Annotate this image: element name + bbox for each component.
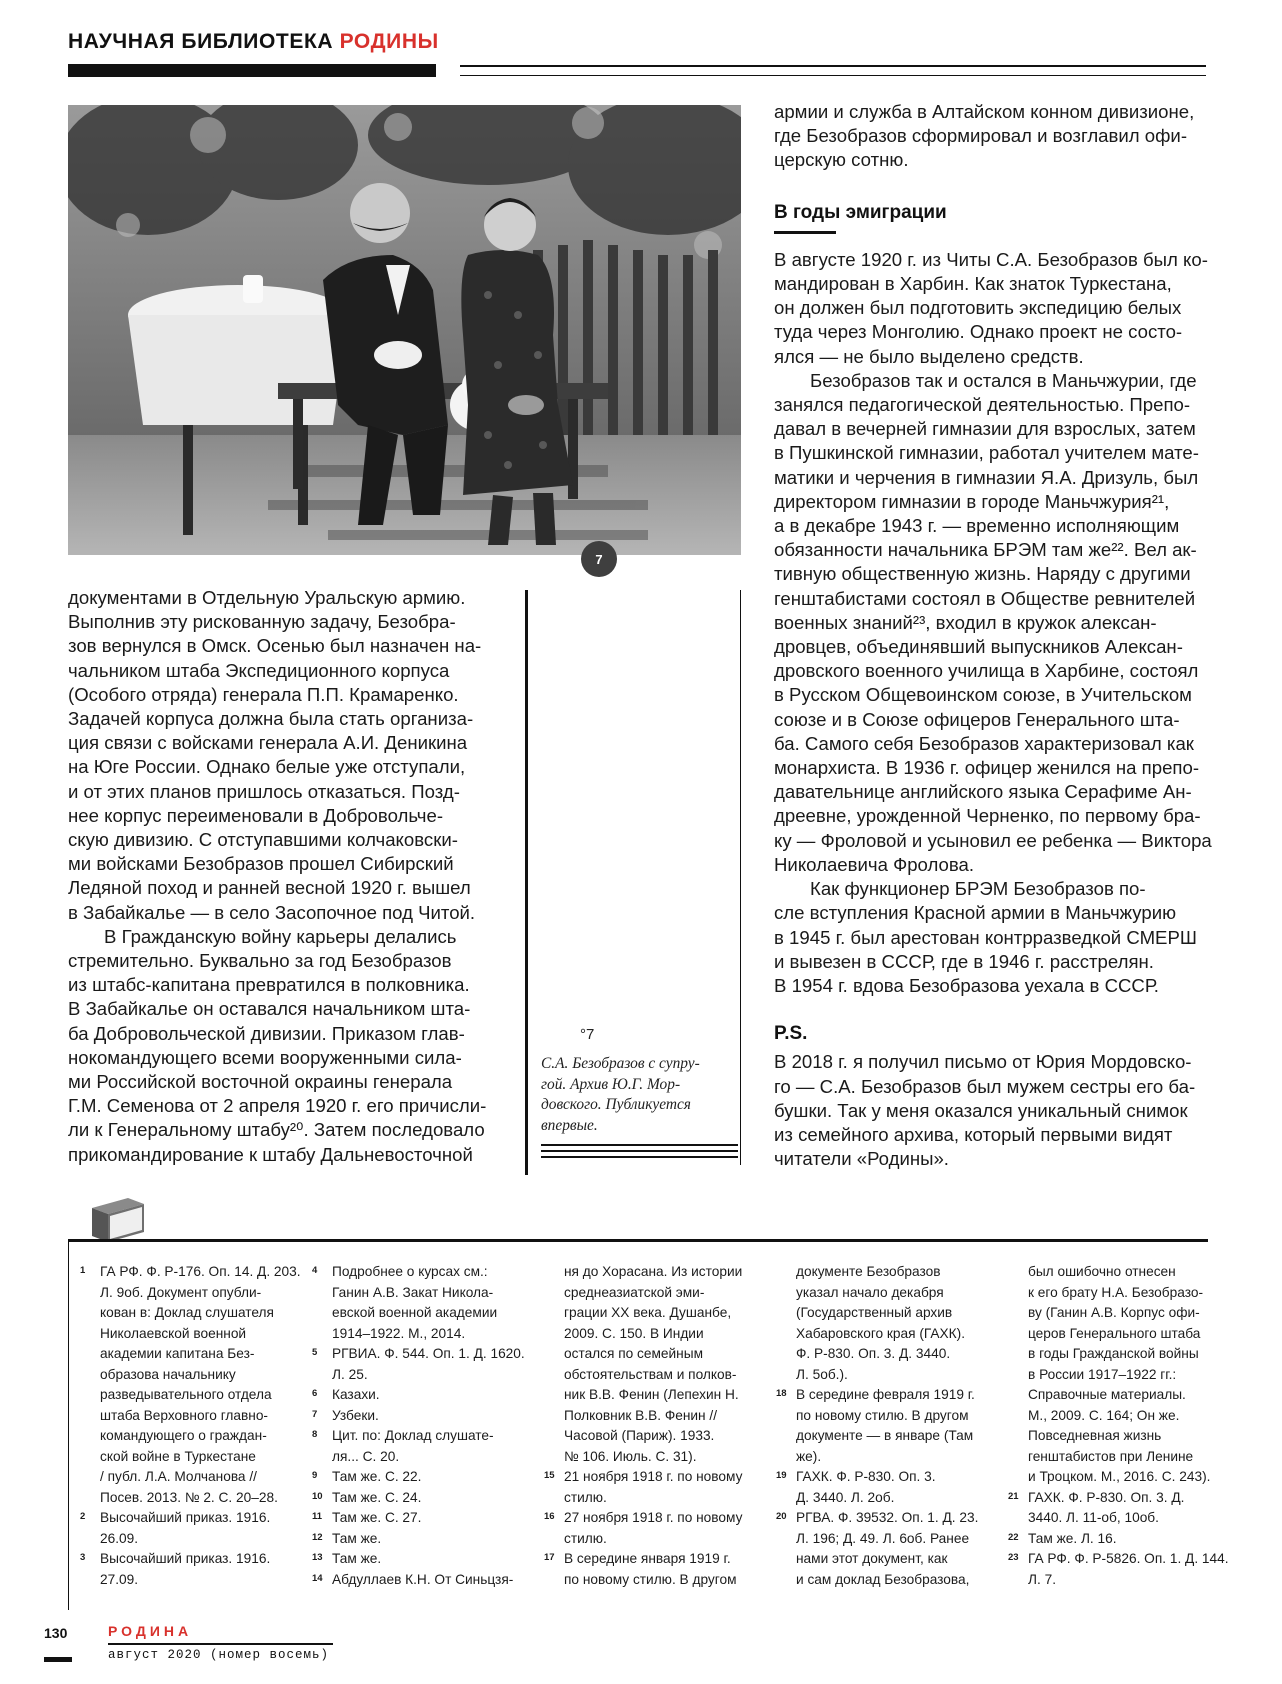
footnote-line: 26.09. <box>100 1530 139 1546</box>
footnote-line: Л. 5об.). <box>796 1366 848 1382</box>
footnote-line: ня до Хорасана. Из истории <box>564 1264 743 1279</box>
header-rule-top <box>460 65 1206 67</box>
footnote-line: 27 ноября 1918 г. по новому <box>564 1510 743 1525</box>
footnote <box>306 1549 526 1570</box>
text-line: Безобразов так и остался в Маньчжурии, где <box>810 369 1197 391</box>
footnote-number: 10 <box>312 1490 323 1502</box>
footnote-text <box>332 1508 526 1529</box>
footer-issue: август 2020 (номер восемь) <box>108 1648 330 1662</box>
footnote-text <box>100 1508 294 1549</box>
footnote-line: ГАХК. Ф. Р-830. Оп. 3. Д. <box>1028 1489 1185 1505</box>
footnote-line: генштабистов при Ленине <box>1028 1448 1194 1464</box>
footnote-line: церов Генерального штаба <box>1028 1325 1201 1341</box>
footnote-text <box>332 1529 526 1550</box>
text-line: матики и черчения в гимназии Я.А. Дризуль, был <box>774 466 1199 488</box>
footnote-number: 7 <box>312 1408 318 1420</box>
footnote-line: Узбеки. <box>332 1407 379 1423</box>
footnote-number: 21 <box>1008 1490 1019 1502</box>
footnote-line: к его брату Н.А. Безобразо- <box>1028 1284 1203 1300</box>
footnote-line: 3440. Л. 11-об, 10об. <box>1028 1510 1159 1525</box>
footnote-text <box>1028 1488 1222 1529</box>
footnote-text <box>332 1570 526 1591</box>
footer-rule <box>108 1643 333 1645</box>
footnote-line: стилю. <box>564 1489 607 1505</box>
footnote-text <box>100 1262 301 1508</box>
footnote-line: командующего о граждан- <box>100 1428 267 1443</box>
footnotes-column-1 <box>74 1262 301 1590</box>
caption-rule-1 <box>541 1144 738 1146</box>
footnote-text <box>1028 1529 1222 1550</box>
footnote-number: 12 <box>312 1531 323 1543</box>
text-line: занялся педагогической деятельностью. Препо- <box>774 394 1191 416</box>
footnote-line: Высочайший приказ. 1916. <box>100 1551 271 1566</box>
footnote-line: Хабаровского края (ГАХК). <box>796 1325 966 1341</box>
footnote-line: штаба Верховного главно- <box>100 1407 268 1423</box>
footnote-line: Л. 9об. Документ опубли- <box>100 1284 262 1300</box>
caption-number: °7 <box>580 1026 595 1043</box>
footnote-text <box>796 1467 990 1508</box>
footnote <box>538 1467 758 1508</box>
text-line: дровского военного училища в Харбине, состоял <box>774 660 1199 682</box>
footnote-text <box>796 1508 990 1590</box>
footnotes-column-4 <box>770 1262 990 1590</box>
footnote-line: В середине января 1919 г. <box>564 1551 731 1566</box>
text-line: Николаевича Фролова. <box>774 853 975 875</box>
footnote-text <box>332 1262 526 1344</box>
footnote-text <box>332 1385 526 1406</box>
footnote-line: в России 1917–1922 гг.: <box>1028 1366 1177 1382</box>
text-line: ми войсками Безобразов прошел Сибирский <box>68 853 454 875</box>
footnotes-left-rule <box>68 1240 69 1610</box>
footnote-number: 6 <box>312 1388 318 1399</box>
text-line: дровцев, объединявший выпускников Алексан- <box>774 636 1183 658</box>
header-bar <box>68 64 436 77</box>
footnote-line: Л. 25. <box>332 1366 368 1382</box>
text-line: директором гимназии в городе Маньчжурия²¹, <box>774 490 1170 512</box>
footnote-number: 15 <box>544 1470 555 1481</box>
footnote <box>306 1467 526 1488</box>
text-line: военных знаний²³, входил в кружок алексан- <box>774 611 1157 633</box>
caption-line: гой. Архив Ю.Г. Мор- <box>541 1075 681 1093</box>
text-line: прикомандирование к штабу Дальневосточной <box>68 1143 473 1165</box>
text-line: ба. Самого себя Безобразов характеризовал как <box>774 732 1194 754</box>
footnote-line: № 106. Июль. С. 31). <box>564 1448 697 1464</box>
text-line: сле вступления Красной армии в Маньчжурию <box>774 902 1177 924</box>
footnote-line: ГА РФ. Ф. Р-176. Оп. 14. Д. 203. <box>100 1264 301 1279</box>
footnote-text <box>332 1467 526 1488</box>
text-line: туда через Монголию. Однако проект не состо- <box>774 321 1183 343</box>
footnote <box>306 1508 526 1529</box>
text-line: ли к Генеральному штабу²⁰. Затем последовало <box>68 1119 485 1141</box>
footnote <box>74 1262 301 1508</box>
footnote-line: Полковник В.В. Фенин // <box>564 1407 718 1423</box>
text-line: чальником штаба Экспедиционного корпуса <box>68 659 450 681</box>
footnote-line: Там же. <box>332 1530 382 1546</box>
footnote-number: 18 <box>776 1388 787 1399</box>
text-line: церскую сотню. <box>774 149 909 171</box>
footnote-text <box>332 1406 526 1427</box>
text-line: и от этих планов пришлось отказаться. Позд- <box>68 780 460 802</box>
footnote-line: ской войне в Туркестане <box>100 1448 256 1464</box>
footnote-line: Николаевской военной <box>100 1325 247 1341</box>
footnote-text <box>564 1467 758 1508</box>
footnotes-rule <box>68 1239 1208 1242</box>
photo-illustration <box>68 105 741 555</box>
text-line: зов вернулся в Омск. Осенью был назначен на- <box>68 635 482 657</box>
photo-number-badge: 7 <box>581 541 617 577</box>
footnote-text <box>332 1426 526 1467</box>
footnote-line: Д. 3440. Л. 2об. <box>796 1489 895 1505</box>
text-line: нее корпус переименовали в Добровольче- <box>68 804 444 826</box>
footnote <box>306 1406 526 1427</box>
footnote <box>538 1508 758 1549</box>
section-emigration-body <box>774 248 1214 998</box>
footnote-line: по новому стилю. В другом <box>564 1571 737 1587</box>
footnote-line: Посев. 2013. № 2. С. 20–28. <box>100 1489 278 1505</box>
caption-rule-2 <box>541 1150 738 1152</box>
footnote <box>1002 1529 1222 1550</box>
text-line: Выполнив эту рискованную задачу, Безобра- <box>68 611 456 633</box>
footnote-line: образова начальнику <box>100 1366 236 1382</box>
footnote-text <box>100 1549 294 1590</box>
header-title-main: НАУЧНАЯ БИБЛИОТЕКА <box>68 30 340 53</box>
footnote-text <box>1028 1549 1229 1590</box>
footnote <box>306 1426 526 1467</box>
footnote-line: в годы Гражданской войны <box>1028 1346 1199 1361</box>
archival-photo <box>68 105 741 555</box>
footnote <box>306 1385 526 1406</box>
footnote-line: РГВА. Ф. 39532. Оп. 1. Д. 23. <box>796 1510 979 1525</box>
footnote-line: остался по семейным <box>564 1346 703 1361</box>
footnote-line: Высочайший приказ. 1916. <box>100 1510 271 1525</box>
footnote <box>306 1344 526 1385</box>
footnote-line: Часовой (Париж). 1933. <box>564 1428 715 1443</box>
text-line: давательнице английского языка Серафиме Ан- <box>774 781 1192 803</box>
footnote-line: Повседневная жизнь <box>1028 1428 1162 1443</box>
text-line: В 1954 г. вдова Безобразова уехала в СССР. <box>774 974 1159 996</box>
footnote-text <box>332 1549 526 1570</box>
text-line: в Пушкинской гимназии, работал учителем мате- <box>774 442 1199 464</box>
text-line: Г.М. Семенова от 2 апреля 1920 г. его причисли- <box>68 1095 487 1117</box>
header-title-accent: РОДИНЫ <box>339 30 439 53</box>
footnote-number: 20 <box>776 1511 787 1522</box>
section-ps-body <box>774 1050 1214 1171</box>
text-line: а в декабре 1943 г. — временно исполняющим <box>774 515 1180 537</box>
footnote <box>74 1549 294 1590</box>
text-line: из штабс-капитана превратился в полковника. <box>68 974 470 996</box>
text-line: В Забайкалье он оставался начальником шта- <box>68 998 471 1020</box>
footnote-number: 19 <box>776 1470 787 1481</box>
footnote-line: 21 ноября 1918 г. по новому <box>564 1469 743 1484</box>
footnote-text <box>796 1385 990 1467</box>
footnote-text <box>332 1344 526 1385</box>
footnote-line: указал начало декабря <box>796 1284 944 1300</box>
footnote-line: Л. 196; Д. 49. Л. 6об. Ранее <box>796 1530 970 1546</box>
text-line: в Забайкалье — в село Засопочное под Читой. <box>68 901 476 923</box>
footnote-line: Подробнее о курсах см.: <box>332 1264 488 1279</box>
footnote <box>770 1508 990 1590</box>
footnote-continuation <box>1002 1262 1222 1488</box>
footnote-line: документе Безобразов <box>796 1264 941 1279</box>
text-line: стремительно. Буквально за год Безобразов <box>68 950 452 972</box>
header-rule-bottom <box>460 75 1206 76</box>
text-line: союзе и в Союзе офицеров Генерального шта- <box>774 708 1180 730</box>
text-line: обязанности начальника БРЭМ там же²². Вел ак- <box>774 539 1197 561</box>
footnote-line: Ф. Р-830. Оп. 3. Д. 3440. <box>796 1346 951 1361</box>
footnote-text <box>564 1549 758 1590</box>
footnote-number: 13 <box>312 1552 323 1563</box>
text-line: в 1945 г. был арестован контрразведкой СМЕРШ <box>774 926 1197 948</box>
footnote-line: грации XX века. Душанбе, <box>564 1305 732 1320</box>
footnote-number: 22 <box>1008 1531 1019 1543</box>
text-line: скую дивизию. С отступавшими колчаковски- <box>68 829 458 851</box>
footnote-line: Там же. Л. 16. <box>1028 1530 1117 1546</box>
text-line: В августе 1920 г. из Читы С.А. Безобразов был ко- <box>774 248 1208 270</box>
footnotes-column-5 <box>1002 1262 1229 1590</box>
text-line: документами в Отдельную Уральскую армию. <box>68 587 466 608</box>
footnote-number: 2 <box>80 1511 86 1522</box>
footnote <box>538 1549 758 1590</box>
footnote-text <box>332 1488 526 1509</box>
footnote-line: / публ. Л.А. Молчанова // <box>100 1469 257 1484</box>
footnote-continuation <box>770 1262 990 1385</box>
footnote-number: 23 <box>1008 1552 1019 1563</box>
text-line: дреевне, урожденной Черненко, по первому бра- <box>774 805 1201 827</box>
footnote-line: Цит. по: Доклад слушате- <box>332 1428 494 1443</box>
text-line: армии и служба в Алтайском конном дивизионе, <box>774 101 1195 122</box>
footnote-line: Ганин А.В. Закат Никола- <box>332 1284 494 1300</box>
photo-caption <box>541 1054 731 1136</box>
footnotes-column-2 <box>306 1262 526 1590</box>
column-divider-right <box>740 590 741 1165</box>
column-3-intro <box>774 100 1214 173</box>
footnote-line: В середине февраля 1919 г. <box>796 1387 975 1402</box>
page-number: 130 <box>44 1625 68 1641</box>
column-divider-left <box>525 590 528 1175</box>
footnote-number: 3 <box>80 1552 86 1563</box>
footnote-line: Там же. <box>332 1551 382 1566</box>
text-line: ялся — не было выделено средств. <box>774 345 1084 367</box>
section-heading-ps: P.S. <box>774 1023 808 1045</box>
footer-brand: РОДИНА <box>108 1623 193 1639</box>
text-line: тивную общественную жизнь. Наряду с другими <box>774 563 1191 585</box>
text-line: Задачей корпуса должна была стать организа- <box>68 708 474 730</box>
footnote-line: 2009. С. 150. В Индии <box>564 1325 704 1341</box>
text-line: на Юге России. Однако белые уже отступали, <box>68 756 466 778</box>
text-line: ция связи с войсками генерала А.И. Деникина <box>68 732 468 754</box>
text-line: (Особого отряда) генерала П.П. Крамаренко. <box>68 683 459 705</box>
text-line: в Русском Общевоинском союзе, в Учительском <box>774 684 1192 706</box>
footnote-line: ГА РФ. Ф. Р-5826. Оп. 1. Д. 144. <box>1028 1551 1229 1566</box>
footnote-line: стилю. <box>564 1530 607 1546</box>
footer-bar <box>44 1657 72 1662</box>
footnote-line: ГАХК. Ф. Р-830. Оп. 3. <box>796 1469 936 1484</box>
footnote-number: 17 <box>544 1552 555 1563</box>
text-line: ба Добровольческой дивизии. Приказом глав- <box>68 1022 465 1044</box>
text-line: нокомандующего всеми вооруженными сила- <box>68 1046 462 1068</box>
caption-line: впервые. <box>541 1116 598 1134</box>
footnote-number: 8 <box>312 1429 318 1440</box>
footnote <box>74 1508 294 1549</box>
footnote-number: 16 <box>544 1511 555 1522</box>
footnote-line: Там же. С. 22. <box>332 1469 422 1484</box>
footnote-line: документе — в январе (Там <box>796 1428 974 1443</box>
footnote-line: был ошибочно отнесен <box>1028 1264 1176 1279</box>
footnote-number: 4 <box>312 1265 318 1276</box>
footnote <box>1002 1549 1229 1590</box>
footnote-line: нами этот документ, как <box>796 1551 948 1566</box>
caption-line: С.А. Безобразов с супру- <box>541 1055 700 1072</box>
text-line: из семейного архива, который первыми видят <box>774 1123 1173 1145</box>
text-line: он должен был подготовить экспедицию белых <box>774 297 1182 319</box>
footnote-line: Справочные материалы. <box>1028 1387 1186 1402</box>
text-line: давал в вечерней гимназии для взрослых, затем <box>774 418 1196 440</box>
footnote <box>306 1488 526 1509</box>
text-line: мандирован в Харбин. Как знаток Туркестана, <box>774 273 1172 295</box>
footnotes-column-3 <box>538 1262 758 1590</box>
section-heading-emigration: В годы эмиграции <box>774 201 947 223</box>
footnote-line: ля... С. 20. <box>332 1448 400 1464</box>
footnote-line: (Государственный архив <box>796 1305 953 1320</box>
footnote-number: 14 <box>312 1572 323 1584</box>
text-line: В Гражданскую войну карьеры делались <box>104 925 457 947</box>
footnote-line: РГВИА. Ф. 544. Оп. 1. Д. 1620. <box>332 1346 525 1361</box>
footnote-line: 1914–1922. М., 2014. <box>332 1325 466 1341</box>
text-line: генштабистами состоял в Обществе ревнителей <box>774 587 1196 609</box>
text-line: го — С.А. Безобразов был мужем сестры его ба- <box>774 1075 1196 1097</box>
footnote-number: 9 <box>312 1470 318 1481</box>
footnote <box>306 1262 526 1344</box>
text-line: где Безобразов сформировал и возглавил офи- <box>774 125 1188 147</box>
article-column-1 <box>68 586 508 1167</box>
text-line: Как функционер БРЭМ Безобразов по- <box>810 878 1146 900</box>
footnote-line: М., 2009. С. 164; Он же. <box>1028 1407 1180 1423</box>
footnote-line: и сам доклад Безобразова, <box>796 1571 970 1587</box>
footnote-line: обстоятельствам и полков- <box>564 1366 737 1382</box>
text-line: читатели «Родины». <box>774 1148 949 1170</box>
footnote-line: ву (Ганин А.В. Корпус офи- <box>1028 1305 1200 1320</box>
section-underline <box>774 231 836 234</box>
footnote-line: Там же. С. 27. <box>332 1510 422 1525</box>
footnote-line: академии капитана Без- <box>100 1346 255 1361</box>
footnote-line: по новому стилю. В другом <box>796 1407 969 1423</box>
text-line: бушки. Так у меня оказался уникальный снимок <box>774 1099 1188 1121</box>
footnote-line: евской военной академии <box>332 1305 498 1320</box>
footnote-line: Абдуллаев К.Н. От Синьцзя- <box>332 1571 514 1587</box>
text-line: монархиста. В 1936 г. офицер женился на препо- <box>774 757 1200 779</box>
running-header <box>68 30 439 54</box>
text-line: Ледяной поход и ранней весной 1920 г. вышел <box>68 877 471 899</box>
footnote <box>770 1385 990 1467</box>
caption-rule-3 <box>541 1156 738 1158</box>
text-line: и вывезен в СССР, где в 1946 г. расстрелян. <box>774 950 1154 972</box>
footnote-text <box>564 1508 758 1549</box>
footnote-line: разведывательного отдела <box>100 1387 272 1402</box>
footnote-line: и Троцком. М., 2016. С. 243). <box>1028 1469 1211 1484</box>
footnote <box>306 1529 526 1550</box>
text-line: ку — Фроловой и усыновил ее ребенка — Виктора <box>774 829 1212 851</box>
footnote-line: Там же. С. 24. <box>332 1489 422 1505</box>
footnote <box>306 1570 526 1591</box>
footnote-line: же). <box>796 1448 822 1464</box>
footnote <box>770 1467 990 1508</box>
footnote-line: 27.09. <box>100 1571 139 1587</box>
footnote-line: Л. 7. <box>1028 1571 1057 1587</box>
caption-line: довского. Публикуется <box>541 1096 691 1113</box>
footnote <box>1002 1488 1222 1529</box>
footnote-line: Казахи. <box>332 1387 380 1402</box>
text-line: ми Российской восточной окраины генерала <box>68 1071 453 1093</box>
footnote-line: ник В.В. Фенин (Лепехин Н. <box>564 1387 739 1402</box>
text-line: В 2018 г. я получил письмо от Юрия Мордовско- <box>774 1051 1192 1073</box>
article-column-3 <box>774 100 1214 1171</box>
footnote-continuation <box>538 1262 758 1467</box>
footnote-number: 1 <box>80 1265 86 1276</box>
footnote-number: 11 <box>312 1511 323 1522</box>
footnote-line: кован в: Доклад слушателя <box>100 1305 274 1320</box>
footnote-number: 5 <box>312 1347 318 1358</box>
footnote-line: среднеазиатской эми- <box>564 1284 705 1300</box>
